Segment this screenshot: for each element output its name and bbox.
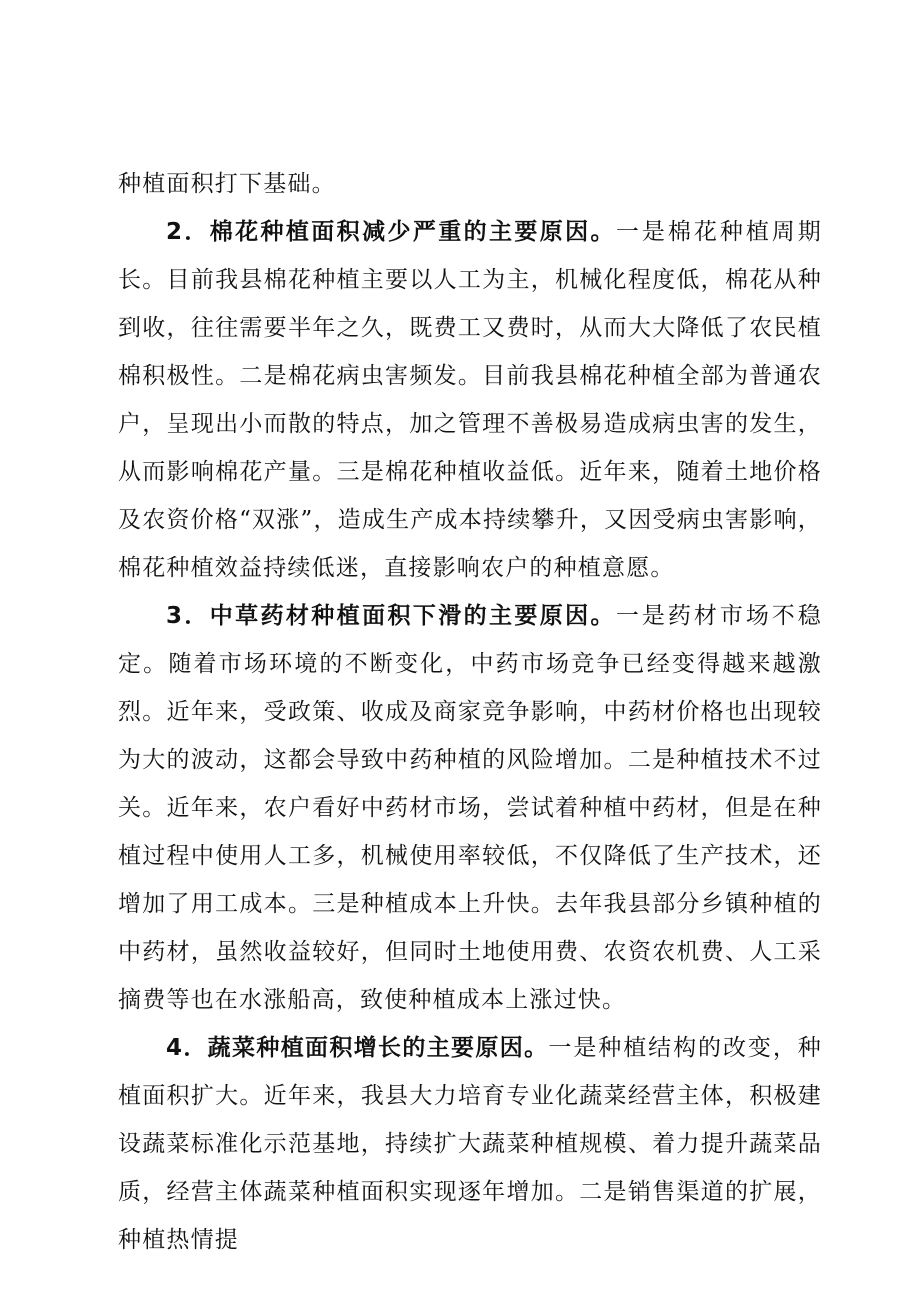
paragraph-text: 一是药材市场不稳定。随着市场环境的不断变化，中药市场竞争已经变得越来越激烈。近年来，受政策、收成及商家竞争影响，中药材价格也出现较为大的波动，这都会导致中药种植的风险增加。二是种植技术不过关。近年来，农户看好中药材市场，尝试着种植中药材，但是在种植过程中使用人工多，机械使用率较低，不仅降低了生产技术，还增加了用工成本。三是种植成本上升快。去年我县部分乡镇种植的中药材，虽然收益较好，但同时土地使用费、农资农机费、人工采摘费等也在水涨船高，致使种植成本上涨过快。 [118, 603, 822, 1013]
paragraph-heading: 3．中草药材种植面积下滑的主要原因。 [166, 603, 616, 629]
paragraph-heading: 4．蔬菜种植面积增长的主要原因。 [166, 1035, 549, 1061]
paragraph-continuation [118, 160, 822, 208]
paragraph-herbal-medicine [118, 592, 822, 1024]
paragraph-vegetables [118, 1024, 822, 1264]
paragraph-text: 一是种植结构的改变，种植面积扩大。近年来，我县大力培育专业化蔬菜经营主体，积极建设蔬菜标准化示范基地，持续扩大蔬菜种植规模、着力提升蔬菜品质，经营主体蔬菜种植面积实现逐年增加。二是销售渠道的扩展，种植热情提 [118, 1035, 823, 1253]
paragraph-text: 一是棉花种植周期长。目前我县棉花种植主要以人工为主，机械化程度低，棉花从种到收，往往需要半年之久，既费工又费时，从而大大降低了农民植棉积极性。二是棉花病虫害频发。目前我县棉花种植全部为普通农户，呈现出小而散的特点，加之管理不善极易造成病虫害的发生，从而影响棉花产量。三是棉花种植收益低。近年来，随着土地价格及农资价格“双涨”，造成生产成本持续攀升，又因受病虫害影响，棉花种植效益持续低迷，直接影响农户的种植意愿。 [118, 219, 822, 581]
document-body [118, 160, 822, 1264]
paragraph-heading: 2．棉花种植面积减少严重的主要原因。 [166, 219, 616, 245]
paragraph-cotton [118, 208, 822, 592]
paragraph-text: 种植面积打下基础。 [118, 171, 336, 197]
